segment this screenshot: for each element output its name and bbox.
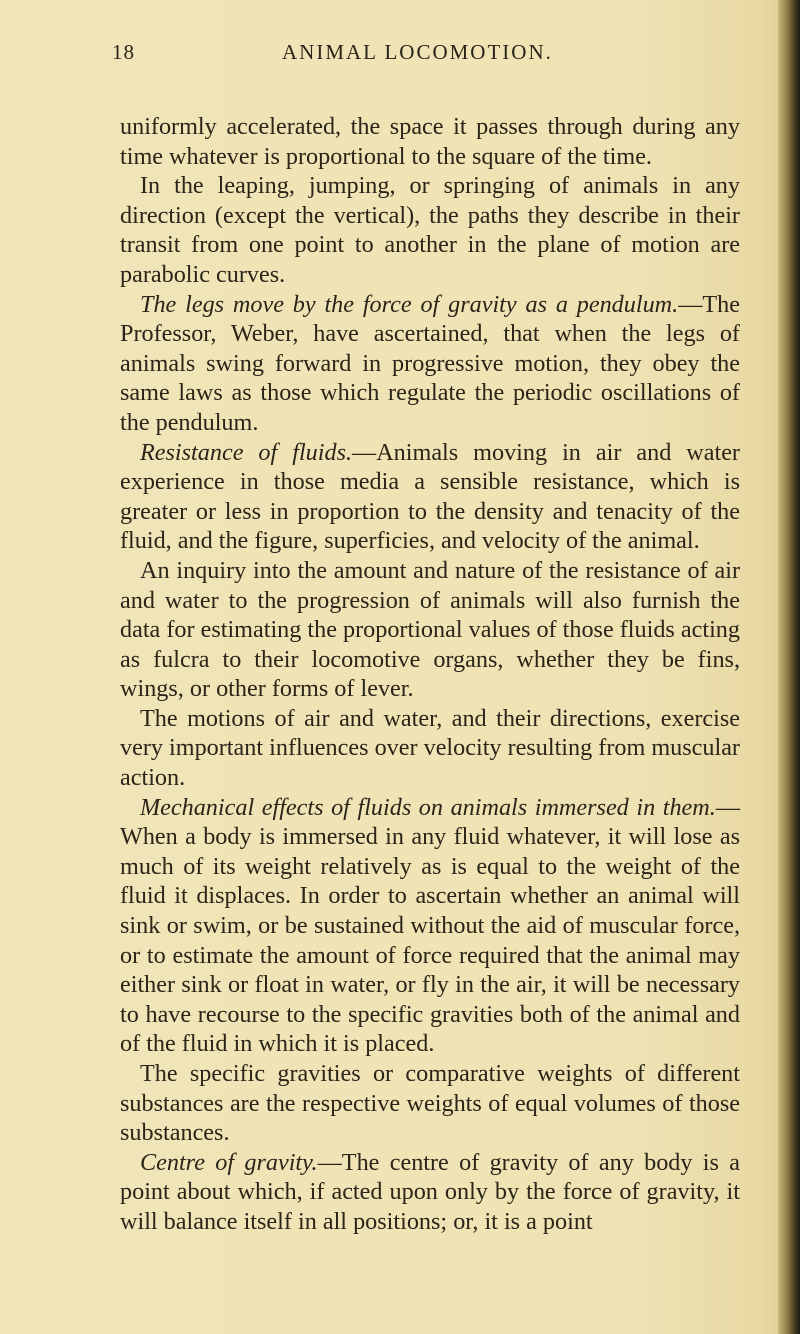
book-binding-edge <box>778 0 800 1334</box>
paragraph-text: —Animals moving in air and water experience in those media a sensible resistance, which is greater or less in proportion to the density and tenacity of the fluid, and the figure, superficies, and velocity of the animal. <box>120 438 740 555</box>
paragraph-heading: Mechanical effects of fluids on animals immersed in them. <box>140 793 716 821</box>
running-title: ANIMAL LOCOMOTION. <box>282 40 553 64</box>
paragraph <box>120 793 740 1059</box>
paragraph-text: —The centre of gravity of any body is a point about which, if acted upon only by the force of gravity, it will balance itself in all positions; or, it is a point <box>120 1148 740 1235</box>
paragraph-text: The motions of air and water, and their directions, exercise very important influences over velocity resulting from muscular action. <box>120 704 740 792</box>
running-head <box>112 40 742 74</box>
paragraph-text: An inquiry into the amount and nature of the resistance of air and water to the progression of animals will also furnish the data for estimating the proportional values of those fluids acting as fulcra to their locomotive organs, whether they be fins, wings, or other forms of lever. <box>120 556 740 703</box>
paragraph <box>120 1148 740 1237</box>
paragraph-text: —When a body is immersed in any fluid whatever, it will lose as much of its weight relatively as is equal to the weight of the fluid it displaces. In order to ascertain whether an animal will sink or swim, or be sustained without the aid of muscular force, or to estimate the amount of force required that the animal may either sink or float in water, or fly in the air, it will be necessary to have recourse to the specific gravities both of the animal and of the fluid in which it is placed. <box>120 793 740 1058</box>
paragraph-heading: Resistance of fluids. <box>140 438 353 466</box>
paragraph <box>120 1059 740 1148</box>
paragraph <box>120 438 740 556</box>
paragraph-heading: The legs move by the force of gravity as a pendulum. <box>140 290 679 318</box>
page-number: 18 <box>112 40 135 64</box>
paragraph-text: The specific gravities or comparative weights of different substances are the respective weights of equal volumes of those substances. <box>120 1060 740 1147</box>
paragraph-text: In the leaping, jumping, or springing of animals in any direction (except the vertical), the paths they describe in their transit from one point to another in the plane of motion are parabolic curves. <box>120 172 740 288</box>
paragraph <box>120 112 740 171</box>
paragraph <box>120 290 740 438</box>
paragraph <box>120 704 740 793</box>
paragraph <box>120 171 740 289</box>
paragraph-text: —The Professor, Weber, have ascertained, that when the legs of animals swing forward in progressive motion, they obey the same laws as those which regulate the periodic oscillations of the pendulum. <box>120 290 740 436</box>
paragraph-heading: Centre of gravity. <box>140 1148 318 1176</box>
paragraph-text: uniformly accelerated, the space it passes through during any time whatever is proportional to the square of the time. <box>120 113 740 170</box>
body-text <box>120 112 740 1237</box>
paragraph <box>120 556 740 704</box>
